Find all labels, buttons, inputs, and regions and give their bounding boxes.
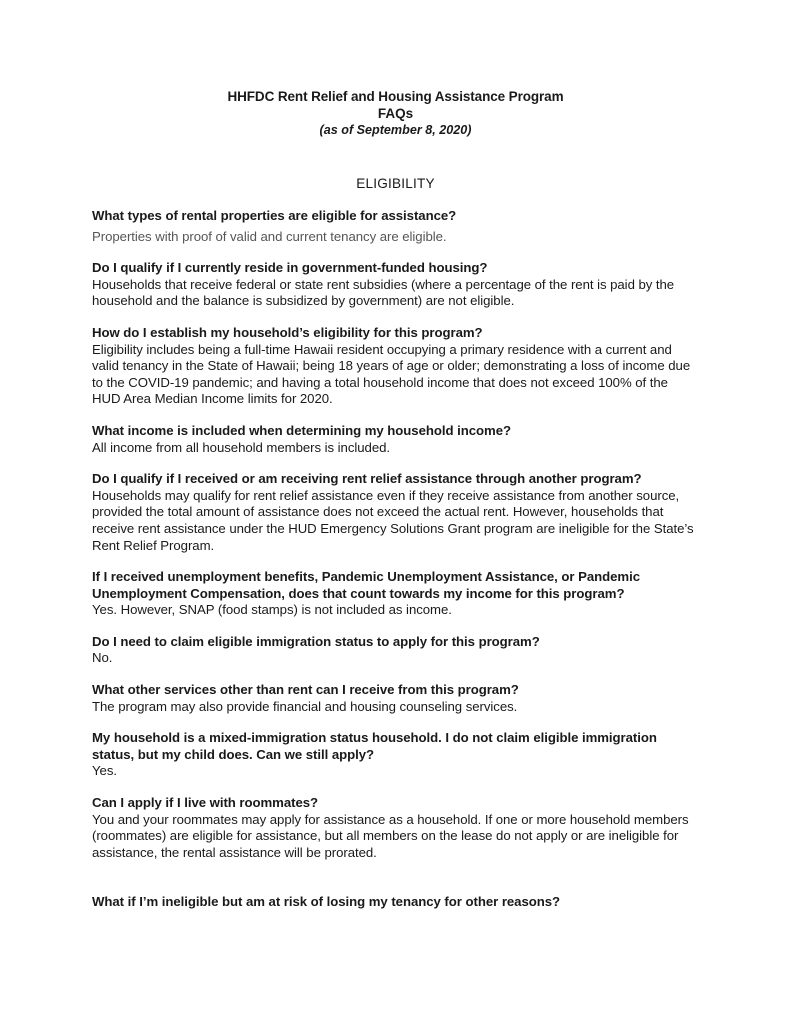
faq-answer: All income from all household members is included. [92,439,391,455]
faq-question: Do I need to claim eligible immigration status to apply for this program? [92,633,540,649]
faq-question: How do I establish my household’s eligibility for this program? [92,324,483,340]
faq-question: Do I qualify if I received or am receiving rent relief assistance through another program? [92,471,642,487]
faq-answer: You and your roommates may apply for assistance as a household. If one or more household members (roommates) are eligible for assistance, but all members on the lease do not apply or are ineligible for assistance, the rental assistance will be prorated. [92,811,689,860]
faq-question: What types of rental properties are eligible for assistance? [92,208,457,223]
faq-item [92,471,699,554]
faq-item [92,634,699,667]
faq-answer: Eligibility includes being a full-time Hawaii resident occupying a primary residence with a current and valid tenancy in the State of Hawaii; being 18 years of age or older; demonstrating a loss of income due to the COVID-19 pandemic; and having a total household income that does not exceed 100% of the HUD Area Median Income limits for 2020. [92,341,691,407]
faq-item [92,795,699,861]
document-title-line-2: FAQs [377,106,414,121]
faq-item [92,325,699,408]
document-content [92,88,699,911]
faq-answer: Yes. [92,763,117,779]
faq-question: What if I’m ineligible but am at risk of losing my tenancy for other reasons? [92,894,561,910]
faq-answer: Households that receive federal or state rent subsidies (where a percentage of the rent is paid by the household and the balance is subsidized by government) are not eligible. [92,276,675,309]
faq-answer: Yes. However, SNAP (food stamps) is not included as income. [92,602,452,618]
faq-question: My household is a mixed-immigration status household. I do not claim eligible immigration status, but my child does. Can we still apply? [92,730,657,762]
faq-item [92,423,699,456]
faq-question: What income is included when determining my household income? [92,422,511,438]
faq-answer: No. [92,650,113,666]
faq-question: If I received unemployment benefits, Pandemic Unemployment Assistance, or Pandemic Unemployment Compensation, does that count towards my income for this program? [92,569,640,601]
faq-question: Can I apply if I live with roommates? [92,795,319,811]
faq-item [92,730,699,780]
faq-question: What other services other than rent can I receive from this program? [92,682,519,698]
faq-answer: Households may qualify for rent relief assistance even if they receive assistance from another source, provided the total amount of assistance does not exceed the actual rent. However, households that receive rent assistance under the HUD Emergency Solutions Grant program are ineligible for the State’s Rent Relief Program. [92,487,694,553]
section-heading-eligibility: ELIGIBILITY [356,176,435,191]
document-title-line-1: HHFDC Rent Relief and Housing Assistance Program [227,89,564,104]
faq-item [92,260,699,310]
faq-item [92,208,699,245]
document-title-block [92,88,699,139]
faq-item [92,569,699,619]
document-date-line: (as of September 8, 2020) [319,123,472,137]
faq-question: Do I qualify if I currently reside in government-funded housing? [92,260,488,276]
faq-item [92,682,699,715]
faq-answer: Properties with proof of valid and current tenancy are eligible. [92,228,447,244]
faq-item [92,894,699,911]
faq-answer: The program may also provide financial and housing counseling services. [92,698,518,714]
